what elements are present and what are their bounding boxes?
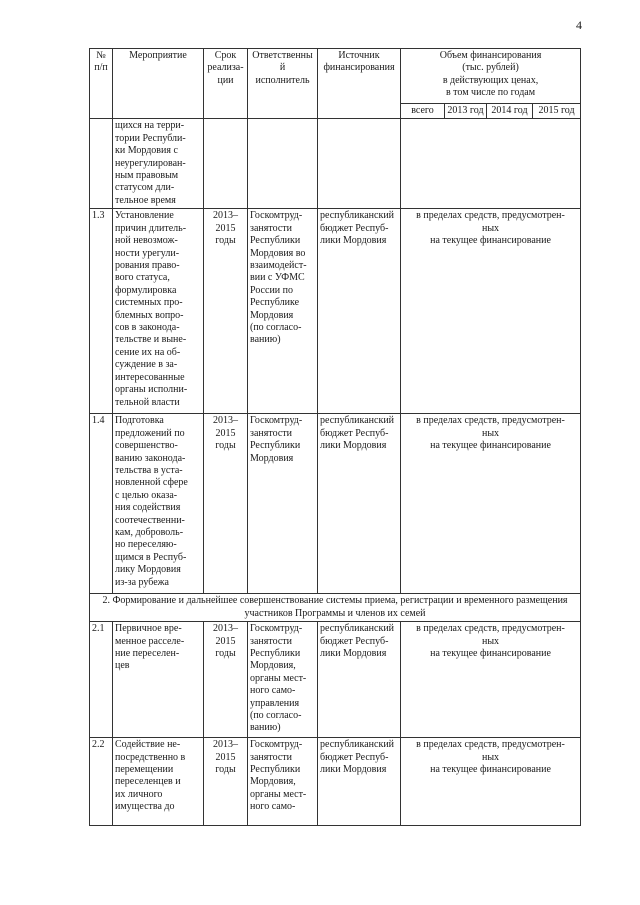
row-responsible: Госкомтруд- занятости Республики Мордовия во взаимодейст- вии с УФМС России по Республике Мордовия (по согласо- ванию) <box>248 209 318 414</box>
row-num: 1.4 <box>90 414 113 594</box>
header-year-2013: 2013 год <box>445 104 487 119</box>
header-measure: Мероприятие <box>113 49 204 119</box>
header-num: № п/п <box>90 49 113 119</box>
row-term: 2013– 2015 годы <box>204 622 248 738</box>
row-term: 2013– 2015 годы <box>204 209 248 414</box>
row-funding: в пределах средств, предусмотрен- ных на текущее финансирование <box>401 414 581 594</box>
row-measure: Первичное вре- менное расселе- ние переселен- цев <box>113 622 204 738</box>
header-funding: Объем финансирования (тыс. рублей) в действующих ценах, в том числе по годам <box>401 49 581 104</box>
table-row <box>90 738 581 826</box>
row-term <box>204 119 248 209</box>
table-row <box>90 622 581 738</box>
page-number: 4 <box>576 18 582 32</box>
row-num <box>90 119 113 209</box>
row-responsible: Госкомтруд- занятости Республики Мордовия, органы мест- ного само- <box>248 738 318 826</box>
row-funding: в пределах средств, предусмотрен- ных на текущее финансирование <box>401 738 581 826</box>
row-source: республиканский бюджет Респуб- лики Мордовия <box>318 738 401 826</box>
program-measures-table <box>89 48 581 826</box>
row-term: 2013– 2015 годы <box>204 738 248 826</box>
row-num: 2.1 <box>90 622 113 738</box>
row-responsible: Госкомтруд- занятости Республики Мордовия, органы мест- ного само- управления (по согласо- ванию) <box>248 622 318 738</box>
row-measure: Подготовка предложений по совершенство- ванию законода- тельства в уста- новленной сфере с целью оказа- ния содействия соотечественни- кам, доброволь- но переселяю- щимся в Респуб- лику Мордовия из-за рубежа <box>113 414 204 594</box>
row-measure: Содействие не- посредственно в перемещении переселенцев и их личного имущества до <box>113 738 204 826</box>
row-responsible: Госкомтруд- занятости Республики Мордовия <box>248 414 318 594</box>
row-num: 2.2 <box>90 738 113 826</box>
row-source: республиканский бюджет Респуб- лики Мордовия <box>318 414 401 594</box>
row-num: 1.3 <box>90 209 113 414</box>
header-year-2015: 2015 год <box>533 104 581 119</box>
row-source: республиканский бюджет Респуб- лики Мордовия <box>318 622 401 738</box>
row-source <box>318 119 401 209</box>
table-row <box>90 414 581 594</box>
row-measure: щихся на терри- тории Республи- ки Мордовия с неурегулирован- ным правовым статусом дли- тельное время <box>113 119 204 209</box>
row-source: республиканский бюджет Респуб- лики Мордовия <box>318 209 401 414</box>
header-total: всего <box>401 104 445 119</box>
row-term: 2013– 2015 годы <box>204 414 248 594</box>
header-term: Срок реализа- ции <box>204 49 248 119</box>
row-funding: в пределах средств, предусмотрен- ных на текущее финансирование <box>401 622 581 738</box>
table-row <box>90 209 581 414</box>
row-funding <box>401 119 581 209</box>
row-responsible <box>248 119 318 209</box>
header-source: Источник финансирования <box>318 49 401 119</box>
header-responsible: Ответственный исполнитель <box>248 49 318 119</box>
table-row <box>90 119 581 209</box>
section-heading: 2. Формирование и дальнейшее совершенствование системы приема, регистрации и временного размещения участников Программы и членов их семей <box>90 594 581 622</box>
row-measure: Установление причин длитель- ной невозмож- ности урегули- рования право- вого статуса, формулировка системных про- блемных вопро- сов в законода- тельстве и выне- сение их на об- суждение в за- интересованные органы исполни- тельной власти <box>113 209 204 414</box>
section-heading-row <box>90 594 581 622</box>
header-year-2014: 2014 год <box>487 104 533 119</box>
row-funding: в пределах средств, предусмотрен- ных на текущее финансирование <box>401 209 581 414</box>
